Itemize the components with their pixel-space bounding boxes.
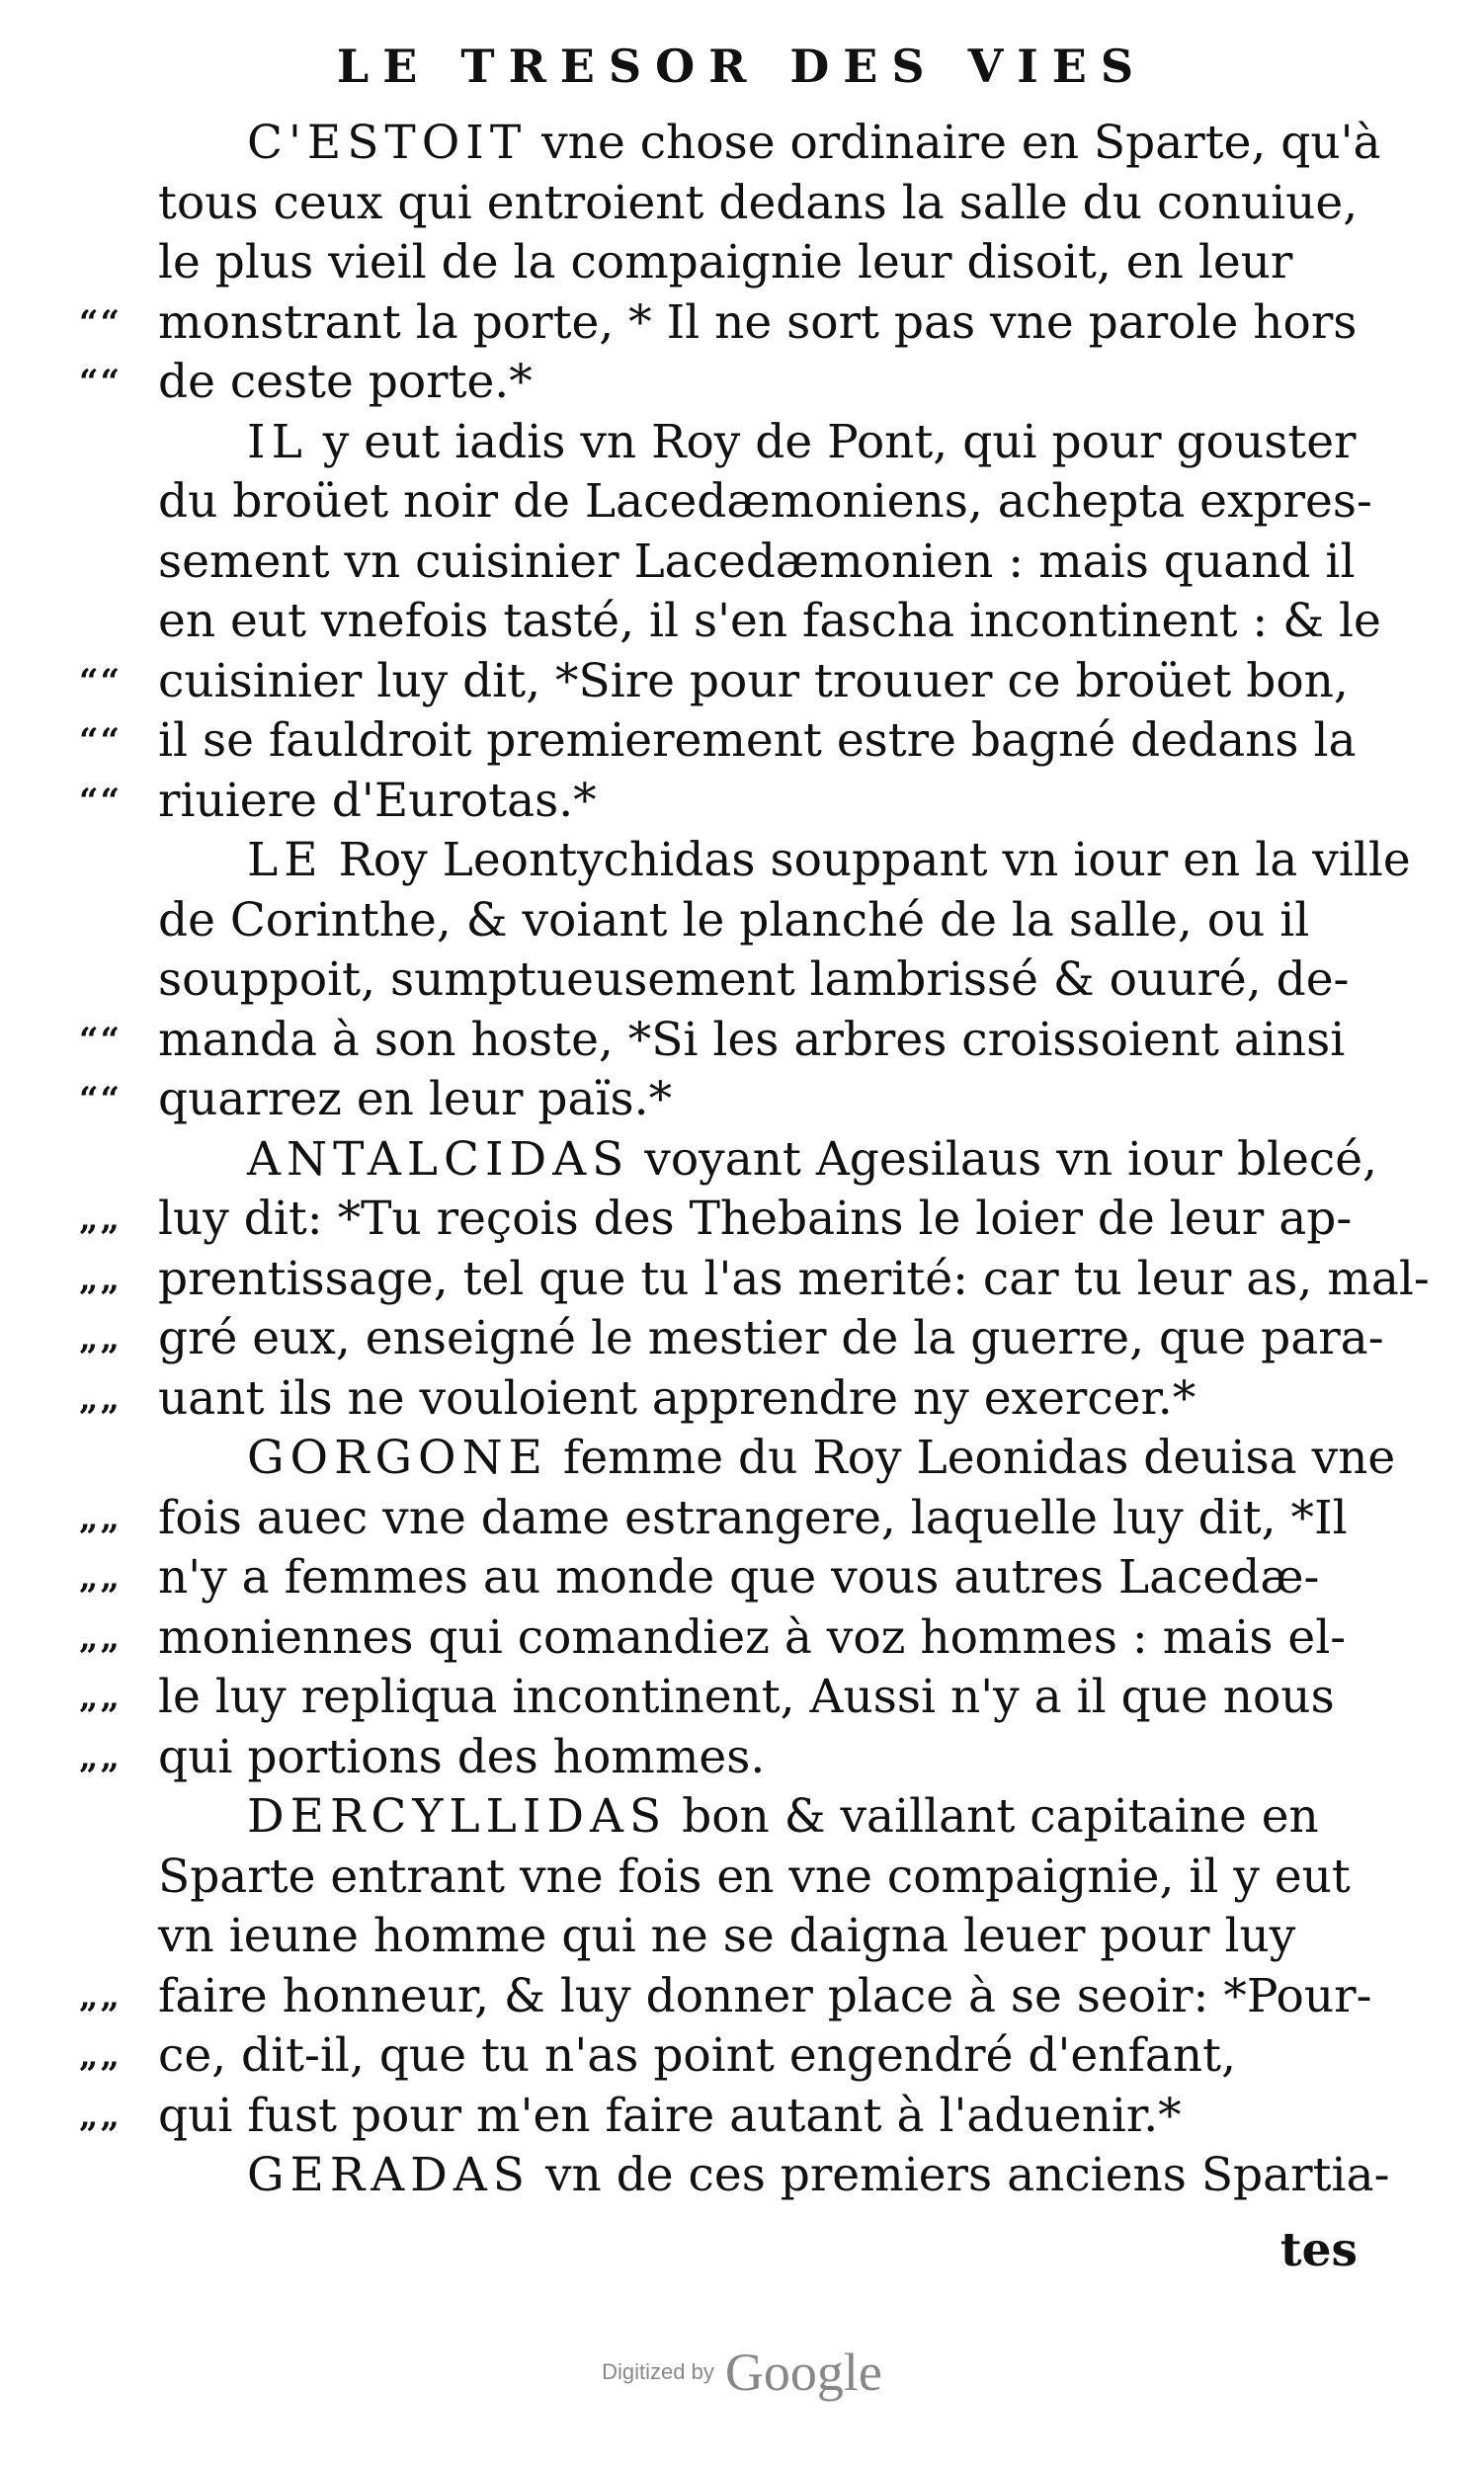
text-line	[79, 1728, 1373, 1788]
body-text	[79, 114, 1430, 2206]
line-text: gré eux, enseigné le mestier de la guerre, que para-	[158, 1311, 1384, 1365]
quotation-mark: „„	[79, 1678, 123, 1717]
text-line	[158, 413, 1373, 473]
catchword: tes	[1279, 2223, 1358, 2277]
line-text: il se fauldroit premierement estre bagné dedans la	[158, 713, 1357, 768]
line-text: ce, dit-il, que tu n'as point engendré d'enfant,	[158, 2028, 1237, 2083]
quotation-mark: „„	[79, 1199, 123, 1239]
quotation-mark: ““	[79, 721, 123, 761]
text-line	[79, 711, 1373, 772]
text-line	[79, 652, 1373, 712]
text-line	[79, 1608, 1373, 1669]
quotation-mark: „„	[79, 1319, 123, 1358]
text-line	[79, 1011, 1373, 1071]
line-text: bon & vaillant capitaine en	[667, 1789, 1319, 1844]
text-line	[79, 1250, 1430, 1310]
quotation-mark: „„	[79, 1259, 123, 1299]
quotation-mark: „„	[79, 1378, 123, 1419]
paragraph-lead: IL	[247, 414, 308, 469]
paragraph-lead: GORGONE	[247, 1431, 548, 1485]
line-text: prentissage, tel que tu l'as merité: car tu leur as, mal-	[158, 1251, 1430, 1306]
quotation-mark: „„	[79, 1558, 123, 1598]
quotation-mark: „„	[79, 2036, 123, 2076]
line-text: voyant Agesilaus vn iour blecé,	[629, 1131, 1377, 1187]
text-line	[79, 1967, 1373, 2027]
text-line	[158, 592, 1381, 652]
paragraph-lead: LE	[247, 833, 324, 887]
quotation-mark: „„	[79, 1737, 123, 1777]
line-text: qui portions des hommes.	[158, 1729, 766, 1784]
text-line	[158, 950, 1373, 1011]
line-text: Sparte entrant vne fois en vne compaignie, il y eut	[158, 1849, 1351, 1904]
text-line	[158, 114, 1381, 174]
line-text: qui fust pour m'en faire autant à l'aduenir.*	[158, 2088, 1182, 2143]
line-text: uant ils ne vouloient apprendre ny exercer.*	[158, 1370, 1196, 1426]
line-text: y eut iadis vn Roy de Pont, qui pour gouster	[307, 414, 1357, 469]
text-line	[158, 1848, 1373, 1908]
line-text: luy dit: *Tu reçois des Thebains le loier de leur ap-	[158, 1192, 1353, 1246]
line-text: manda à son hoste, *Si les arbres croissoient ainsi	[158, 1012, 1346, 1067]
text-line	[158, 891, 1373, 951]
line-text: le plus vieil de la compaignie leur disoit, en leur	[158, 235, 1293, 289]
text-line	[158, 1130, 1377, 1191]
line-text: de ceste porte.*	[158, 355, 533, 409]
line-text: Roy Leontychidas souppant vn iour en la ville	[323, 833, 1411, 887]
quotation-mark: ““	[79, 781, 123, 821]
text-line	[79, 1309, 1384, 1369]
text-line	[79, 1190, 1373, 1250]
text-line	[158, 1787, 1373, 1848]
quotation-mark: „„	[79, 2096, 123, 2136]
paragraph-lead: GERADAS	[247, 2148, 532, 2202]
digitization-footer	[0, 2342, 1484, 2403]
text-line	[79, 2026, 1373, 2087]
text-line	[79, 293, 1373, 354]
paragraph-lead: DERCYLLIDAS	[247, 1789, 668, 1844]
quotation-mark: ““	[79, 661, 123, 701]
text-line	[79, 1070, 1373, 1130]
text-line	[158, 2146, 1390, 2206]
line-text: femme du Roy Leonidas deuisa vne	[547, 1431, 1396, 1485]
quotation-mark: ““	[79, 302, 123, 343]
text-line	[79, 2087, 1373, 2147]
quotation-mark: ““	[79, 1020, 123, 1060]
text-line	[79, 1668, 1373, 1728]
line-text: monstrant la porte, * Il ne sort pas vne parole hors	[158, 294, 1358, 350]
text-line	[79, 353, 1373, 413]
digitized-label: Digitized by	[602, 2359, 714, 2384]
line-text: vn ieune homme qui ne se daigna leuer pour luy	[158, 1909, 1296, 1963]
line-text: fois auec vne dame estrangere, laquelle luy dit, *Il	[158, 1490, 1348, 1545]
quotation-mark: „„	[79, 1617, 123, 1658]
text-line	[79, 1548, 1373, 1608]
text-line	[158, 1907, 1373, 1967]
quotation-mark: ““	[79, 1080, 123, 1119]
text-line	[158, 533, 1373, 593]
text-line	[158, 831, 1411, 891]
line-text: le luy repliqua incontinent, Aussi n'y a il que nous	[158, 1670, 1335, 1724]
text-line	[158, 233, 1373, 293]
line-text: de Corinthe, & voiant le planché de la salle, ou il	[158, 892, 1310, 947]
text-line	[79, 1489, 1373, 1549]
line-text: vn de ces premiers anciens Spartia-	[531, 2148, 1390, 2202]
text-line	[158, 174, 1373, 234]
line-text: faire honneur, & luy donner place à se seoir: *Pour-	[158, 1968, 1372, 2023]
line-text: quarrez en leur païs.*	[158, 1072, 673, 1126]
line-text: cuisinier luy dit, *Sire pour trouuer ce broüet bon,	[158, 653, 1349, 708]
line-text: souppoit, sumptueusement lambrissé & ouuré, de-	[158, 952, 1350, 1007]
text-line	[158, 472, 1373, 533]
line-text: n'y a femmes au monde que vous autres Lacedæ-	[158, 1550, 1320, 1605]
line-text: sement vn cuisinier Lacedæmonien : mais quand il	[158, 534, 1356, 589]
line-text: vne chose ordinaire en Sparte, qu'à	[527, 116, 1381, 170]
quotation-mark: ““	[79, 363, 123, 402]
line-text: tous ceux qui entroient dedans la salle du conuiue,	[158, 175, 1359, 230]
quotation-mark: „„	[79, 1498, 123, 1538]
line-text: riuiere d'Eurotas.*	[158, 773, 597, 828]
line-text: du broüet noir de Lacedæmoniens, achepta expres-	[158, 474, 1372, 529]
line-text: moniennes qui comandiez à voz hommes : mais el-	[158, 1609, 1347, 1665]
quotation-mark: „„	[79, 1976, 123, 2017]
line-text: en eut vnefois tasté, il s'en fascha incontinent : & le	[158, 594, 1381, 648]
text-line	[79, 1369, 1373, 1430]
paragraph-lead: ANTALCIDAS	[247, 1131, 630, 1187]
paragraph-lead: C'ESTOIT	[247, 116, 528, 170]
text-line	[158, 1429, 1396, 1489]
google-logo: Google	[724, 2343, 882, 2402]
text-line	[79, 772, 1373, 832]
running-head: LE TRESOR DES VIES	[336, 40, 1148, 93]
